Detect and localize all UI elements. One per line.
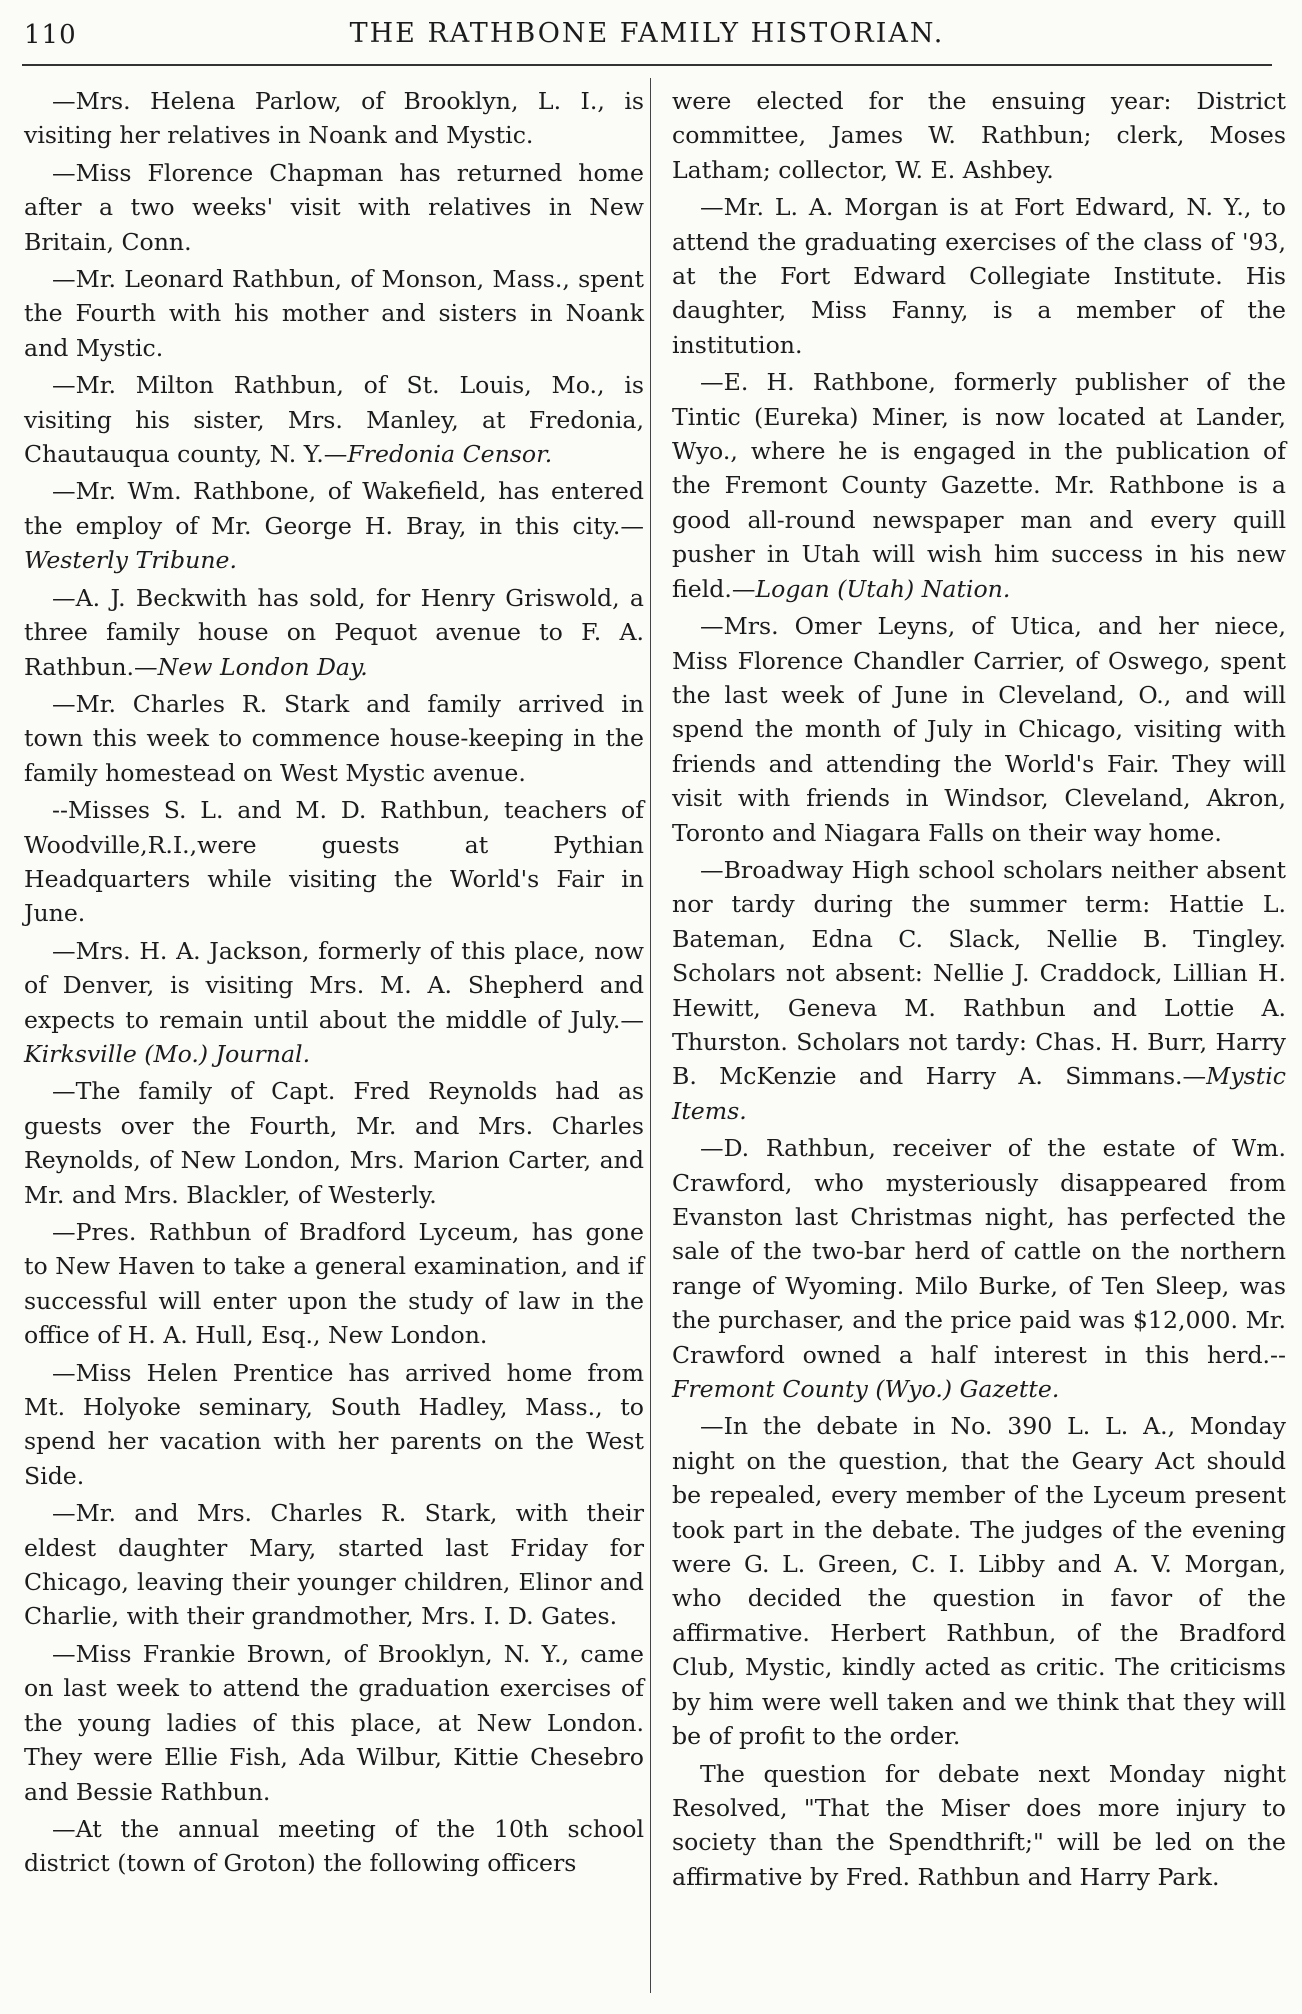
news-item bbox=[672, 84, 1286, 187]
news-item-source: Westerly Tribune. bbox=[24, 546, 238, 575]
news-item-source: Logan (Utah) Nation. bbox=[755, 574, 1011, 603]
news-item-text: —Pres. Rathbun of Bradford Lyceum, has gone to New Haven to take a general examination, and if successful will enter upon the study of law in the office of H. A. Hull, Esq., New London. bbox=[24, 1218, 644, 1350]
page-number: 110 bbox=[24, 20, 77, 50]
news-item bbox=[24, 581, 644, 684]
news-item-text: —Broadway High school scholars neither absent nor tardy during the summer term: Hattie L. Bateman, Edna C. Slack, Nellie B. Tingley. Scholars not absent: Nellie J. Craddock, Lillian H. Hewitt, Geneva M. Rathbun and Lottie A. Thurston. Scholars not tardy: Chas. H. Burr, Harry B. McKenzie and Harry A. Simmans.— bbox=[672, 855, 1286, 1091]
news-item bbox=[24, 1356, 644, 1494]
news-item bbox=[672, 1409, 1286, 1753]
news-item bbox=[672, 365, 1286, 606]
news-item bbox=[24, 687, 644, 790]
news-item-text: —Mr. Wm. Rathbone, of Wakefield, has entered the employ of Mr. George H. Bray, in this city.— bbox=[24, 477, 644, 540]
journal-title: THE RATHBONE FAMILY HISTORIAN. bbox=[349, 18, 945, 49]
news-item bbox=[24, 368, 644, 471]
news-item-text: —Mrs. Omer Leyns, of Utica, and her niece, Miss Florence Chandler Carrier, of Oswego, spent the last week of June in Cleveland, O., and will spend the month of July in Chicago, visiting with friends and attending the World's Fair. They will visit with friends in Windsor, Cleveland, Akron, Toronto and Niagara Falls on their way home. bbox=[672, 612, 1286, 847]
news-item-text: —Mrs. Helena Parlow, of Brooklyn, L. I., is visiting her relatives in Noank and Mystic. bbox=[24, 87, 644, 150]
right-column bbox=[672, 84, 1286, 1897]
news-item bbox=[24, 1074, 644, 1212]
column-rule bbox=[650, 78, 651, 1993]
news-item-text: —The family of Capt. Fred Reynolds had as guests over the Fourth, Mr. and Mrs. Charles Reynolds, of New London, Mrs. Marion Carter, and Mr. and Mrs. Blackler, of Westerly. bbox=[24, 1077, 644, 1209]
news-item bbox=[24, 1812, 644, 1881]
news-item bbox=[24, 934, 644, 1072]
news-item bbox=[672, 1757, 1286, 1895]
news-item-text: —Miss Florence Chapman has returned home after a two weeks' visit with relatives in New Britain, Conn. bbox=[24, 158, 644, 256]
page-header bbox=[22, 14, 1272, 66]
news-item-source: Fredonia Censor. bbox=[347, 440, 553, 469]
news-item bbox=[24, 1496, 644, 1634]
news-item-text: —Mr. Milton Rathbun, of St. Louis, Mo., is visiting his sister, Mrs. Manley, at Fredonia, Chautauqua county, N. Y.— bbox=[24, 371, 644, 469]
news-item-text: —Miss Helen Prentice has arrived home from Mt. Holyoke seminary, South Hadley, Mass., to spend her vacation with her parents on the West Side. bbox=[24, 1358, 644, 1490]
news-item bbox=[24, 1215, 644, 1353]
news-item bbox=[24, 793, 644, 931]
news-item-text: —Miss Frankie Brown, of Brooklyn, N. Y., came on last week to attend the graduation exercises of the young ladies of this place, at New London. They were Ellie Fish, Ada Wilbur, Kittie Chesebro and Bessie Rathbun. bbox=[24, 1639, 644, 1806]
news-item-text: —At the annual meeting of the 10th school district (town of Groton) the following officers bbox=[24, 1814, 644, 1878]
news-item-text: —D. Rathbun, receiver of the estate of Wm. Crawford, who mysteriously disappeared from Evanston last Christmas night, has perfected the sale of the two-bar herd of cattle on the northern range of Wyoming. Milo Burke, of Ten Sleep, was the purchaser, and the price paid was $12,000. Mr. Crawford owned a half interest in this herd.-- bbox=[672, 1134, 1286, 1369]
news-item-text: The question for debate next Monday night Resolved, "That the Miser does more injury to society than the Spendthrift;" will be led on the affirmative by Fred. Rathbun and Harry Park. bbox=[672, 1759, 1286, 1891]
news-item-text: —A. J. Beckwith has sold, for Henry Griswold, a three family house on Pequot avenue to F. A. Rathbun.— bbox=[24, 583, 644, 681]
news-item bbox=[672, 853, 1286, 1128]
news-item bbox=[24, 1637, 644, 1809]
news-item bbox=[672, 1131, 1286, 1406]
news-item-text: —In the debate in No. 390 L. L. A., Monday night on the question, that the Geary Act should be repealed, every member of the Lyceum present took part in the debate. The judges of the evening were G. L. Green, C. I. Libby and A. V. Morgan, who decided the question in favor of the affirmative. Herbert Rathbun, of the Bradford Club, Mystic, kindly acted as critic. The criticisms by him were well taken and we think that they will be of profit to the order. bbox=[672, 1412, 1286, 1751]
news-item-source: Kirksville (Mo.) Journal. bbox=[24, 1039, 311, 1068]
news-item-text: —Mr. Charles R. Stark and family arrived in town this week to commence house-keeping in the family homestead on West Mystic avenue. bbox=[24, 689, 644, 787]
news-item-text: were elected for the ensuing year: District committee, James W. Rathbun; clerk, Moses Latham; collector, W. E. Ashbey. bbox=[672, 87, 1286, 184]
news-item-text: —Mr. L. A. Morgan is at Fort Edward, N. Y., to attend the graduating exercises of the class of '93, at the Fort Edward Collegiate Institute. His daughter, Miss Fanny, is a member of the institution. bbox=[672, 193, 1286, 359]
news-item-source: New London Day. bbox=[157, 652, 368, 681]
news-item-source: Fremont County (Wyo.) Gazette. bbox=[672, 1375, 1060, 1404]
news-item-source: Mystic Items. bbox=[672, 1062, 1286, 1125]
news-item bbox=[24, 84, 644, 153]
news-item bbox=[672, 609, 1286, 850]
news-item-text: —Mr. Leonard Rathbun, of Monson, Mass., spent the Fourth with his mother and sisters in Noank and Mystic. bbox=[24, 265, 644, 362]
left-column bbox=[24, 84, 644, 1884]
news-item bbox=[672, 190, 1286, 362]
news-item-text: —E. H. Rathbone, formerly publisher of the Tintic (Eureka) Miner, is now located at Lander, Wyo., where he is engaged in the publication of the Fremont County Gazette. Mr. Rathbone is a good all-round newspaper man and every quill pusher in Utah will wish him success in his new field.— bbox=[672, 368, 1286, 603]
news-item bbox=[24, 474, 644, 577]
news-item bbox=[24, 156, 644, 259]
news-item-text: --Misses S. L. and M. D. Rathbun, teachers of Woodville,R.I.,were guests at Pythian Headquarters while visiting the World's Fair in June. bbox=[24, 796, 644, 928]
news-item-text: —Mr. and Mrs. Charles R. Stark, with their eldest daughter Mary, started last Friday for Chicago, leaving their younger children, Elinor and Charlie, with their grandmother, Mrs. I. D. Gates. bbox=[24, 1499, 644, 1631]
news-item bbox=[24, 262, 644, 365]
news-item-text: —Mrs. H. A. Jackson, formerly of this place, now of Denver, is visiting Mrs. M. A. Shepherd and expects to remain until about the middle of July.— bbox=[24, 936, 644, 1034]
